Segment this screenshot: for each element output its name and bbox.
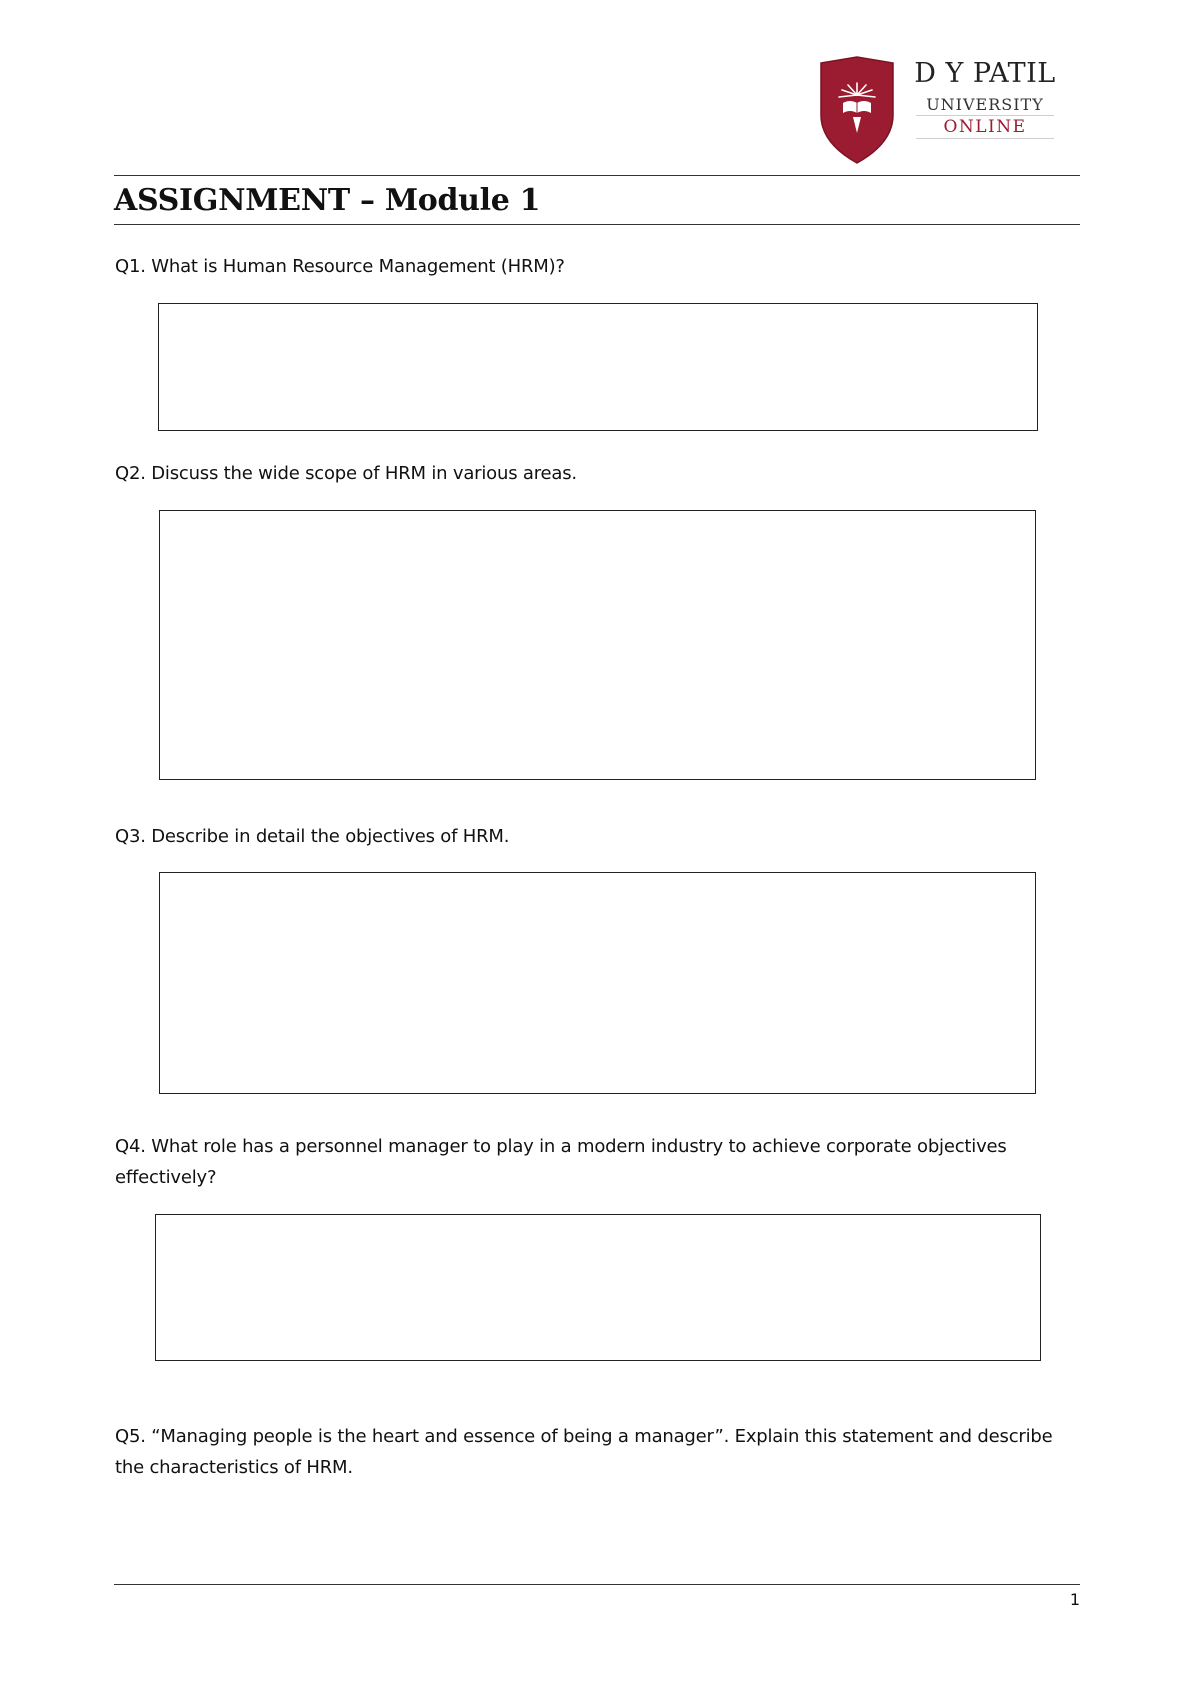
answer-box-1[interactable]	[158, 303, 1038, 431]
title-bottom-rule	[114, 224, 1080, 225]
title-top-rule	[114, 175, 1080, 176]
question-5: Q5. “Managing people is the heart and essence of being a manager”. Explain this statement and describe the characteristics of HRM.	[115, 1426, 1053, 1478]
university-logo	[815, 55, 1060, 165]
question-2: Q2. Discuss the wide scope of HRM in various areas.	[115, 463, 577, 484]
logo-wordmark	[910, 59, 1060, 139]
question-1: Q1. What is Human Resource Management (HRM)?	[115, 256, 565, 277]
page-title: ASSIGNMENT – Module 1	[114, 183, 541, 218]
answer-box-4[interactable]	[155, 1214, 1041, 1361]
answer-box-2[interactable]	[159, 510, 1036, 780]
logo-university: UNIVERSITY	[916, 95, 1054, 116]
footer-rule	[114, 1584, 1080, 1585]
shield-icon	[815, 55, 899, 165]
question-3: Q3. Describe in detail the objectives of HRM.	[115, 826, 510, 847]
logo-online: ONLINE	[916, 116, 1054, 139]
question-4: Q4. What role has a personnel manager to play in a modern industry to achieve corporate objectives effectively?	[115, 1136, 1007, 1188]
answer-box-3[interactable]	[159, 872, 1036, 1094]
page-number: 1	[1069, 1590, 1080, 1609]
logo-name: D Y PATIL	[914, 58, 1056, 89]
